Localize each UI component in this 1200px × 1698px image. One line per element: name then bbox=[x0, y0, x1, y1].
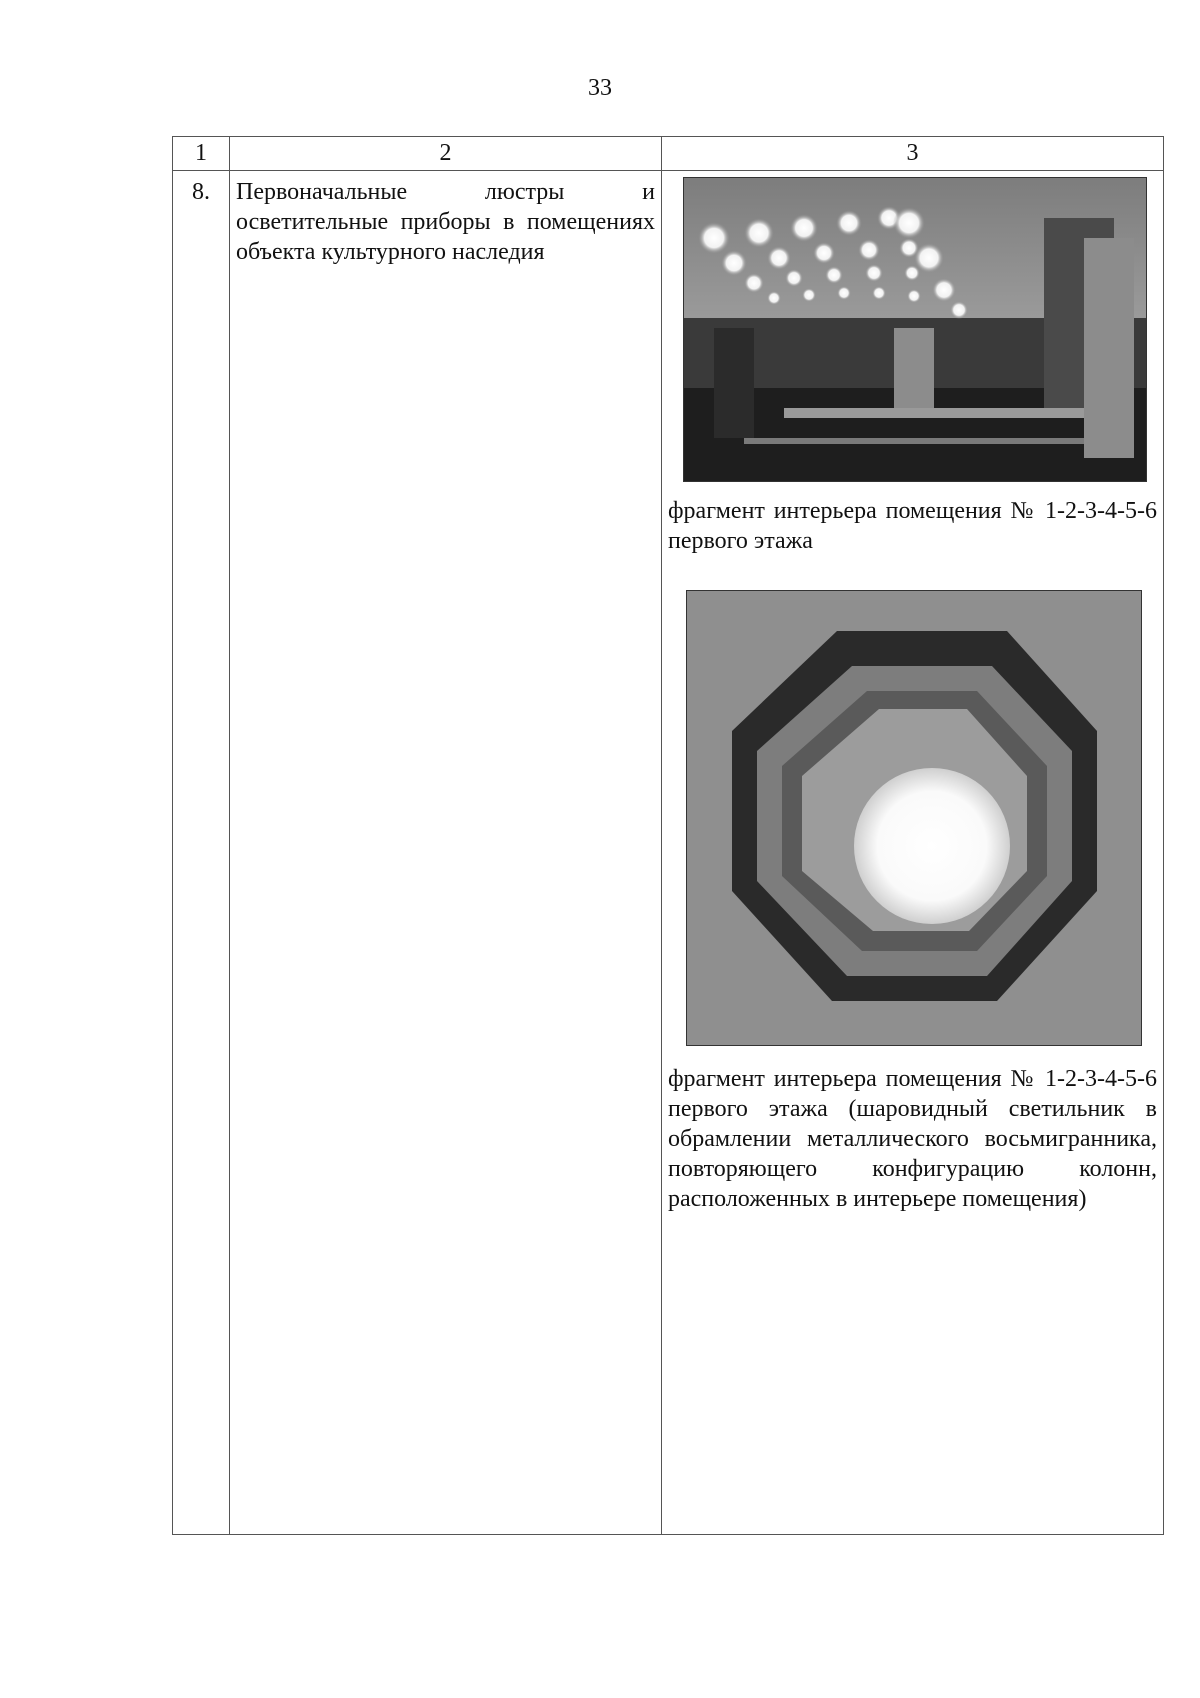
row-description-cell bbox=[230, 171, 662, 1535]
monument-table bbox=[172, 136, 1164, 1535]
table-header-row bbox=[173, 137, 1164, 171]
table-row bbox=[173, 171, 1164, 1535]
octagonal-lamp-photo-icon bbox=[686, 590, 1142, 1046]
row-description: Первоначальные люстры и осветительные приборы в помещениях объекта культурного наследия bbox=[236, 179, 655, 265]
header-col-2: 2 bbox=[230, 137, 662, 171]
header-col-1: 1 bbox=[173, 137, 230, 171]
row-images-cell bbox=[662, 171, 1164, 1535]
image-2-caption: фрагмент интерьера помещения № 1-2-3-4-5-6 первого этажа (шаровидный светильник в обрамлении металлического восьмигранника, повторяющего конфигурацию колонн, расположенных в интерьере помещения) bbox=[668, 1066, 1157, 1212]
chandelier-interior-photo-icon bbox=[683, 177, 1147, 482]
row-number: 8. bbox=[173, 171, 230, 1535]
page-number: 33 bbox=[588, 75, 612, 101]
header-col-3: 3 bbox=[662, 137, 1164, 171]
image-1-caption: фрагмент интерьера помещения № 1-2-3-4-5-6 первого этажа bbox=[668, 498, 1157, 554]
